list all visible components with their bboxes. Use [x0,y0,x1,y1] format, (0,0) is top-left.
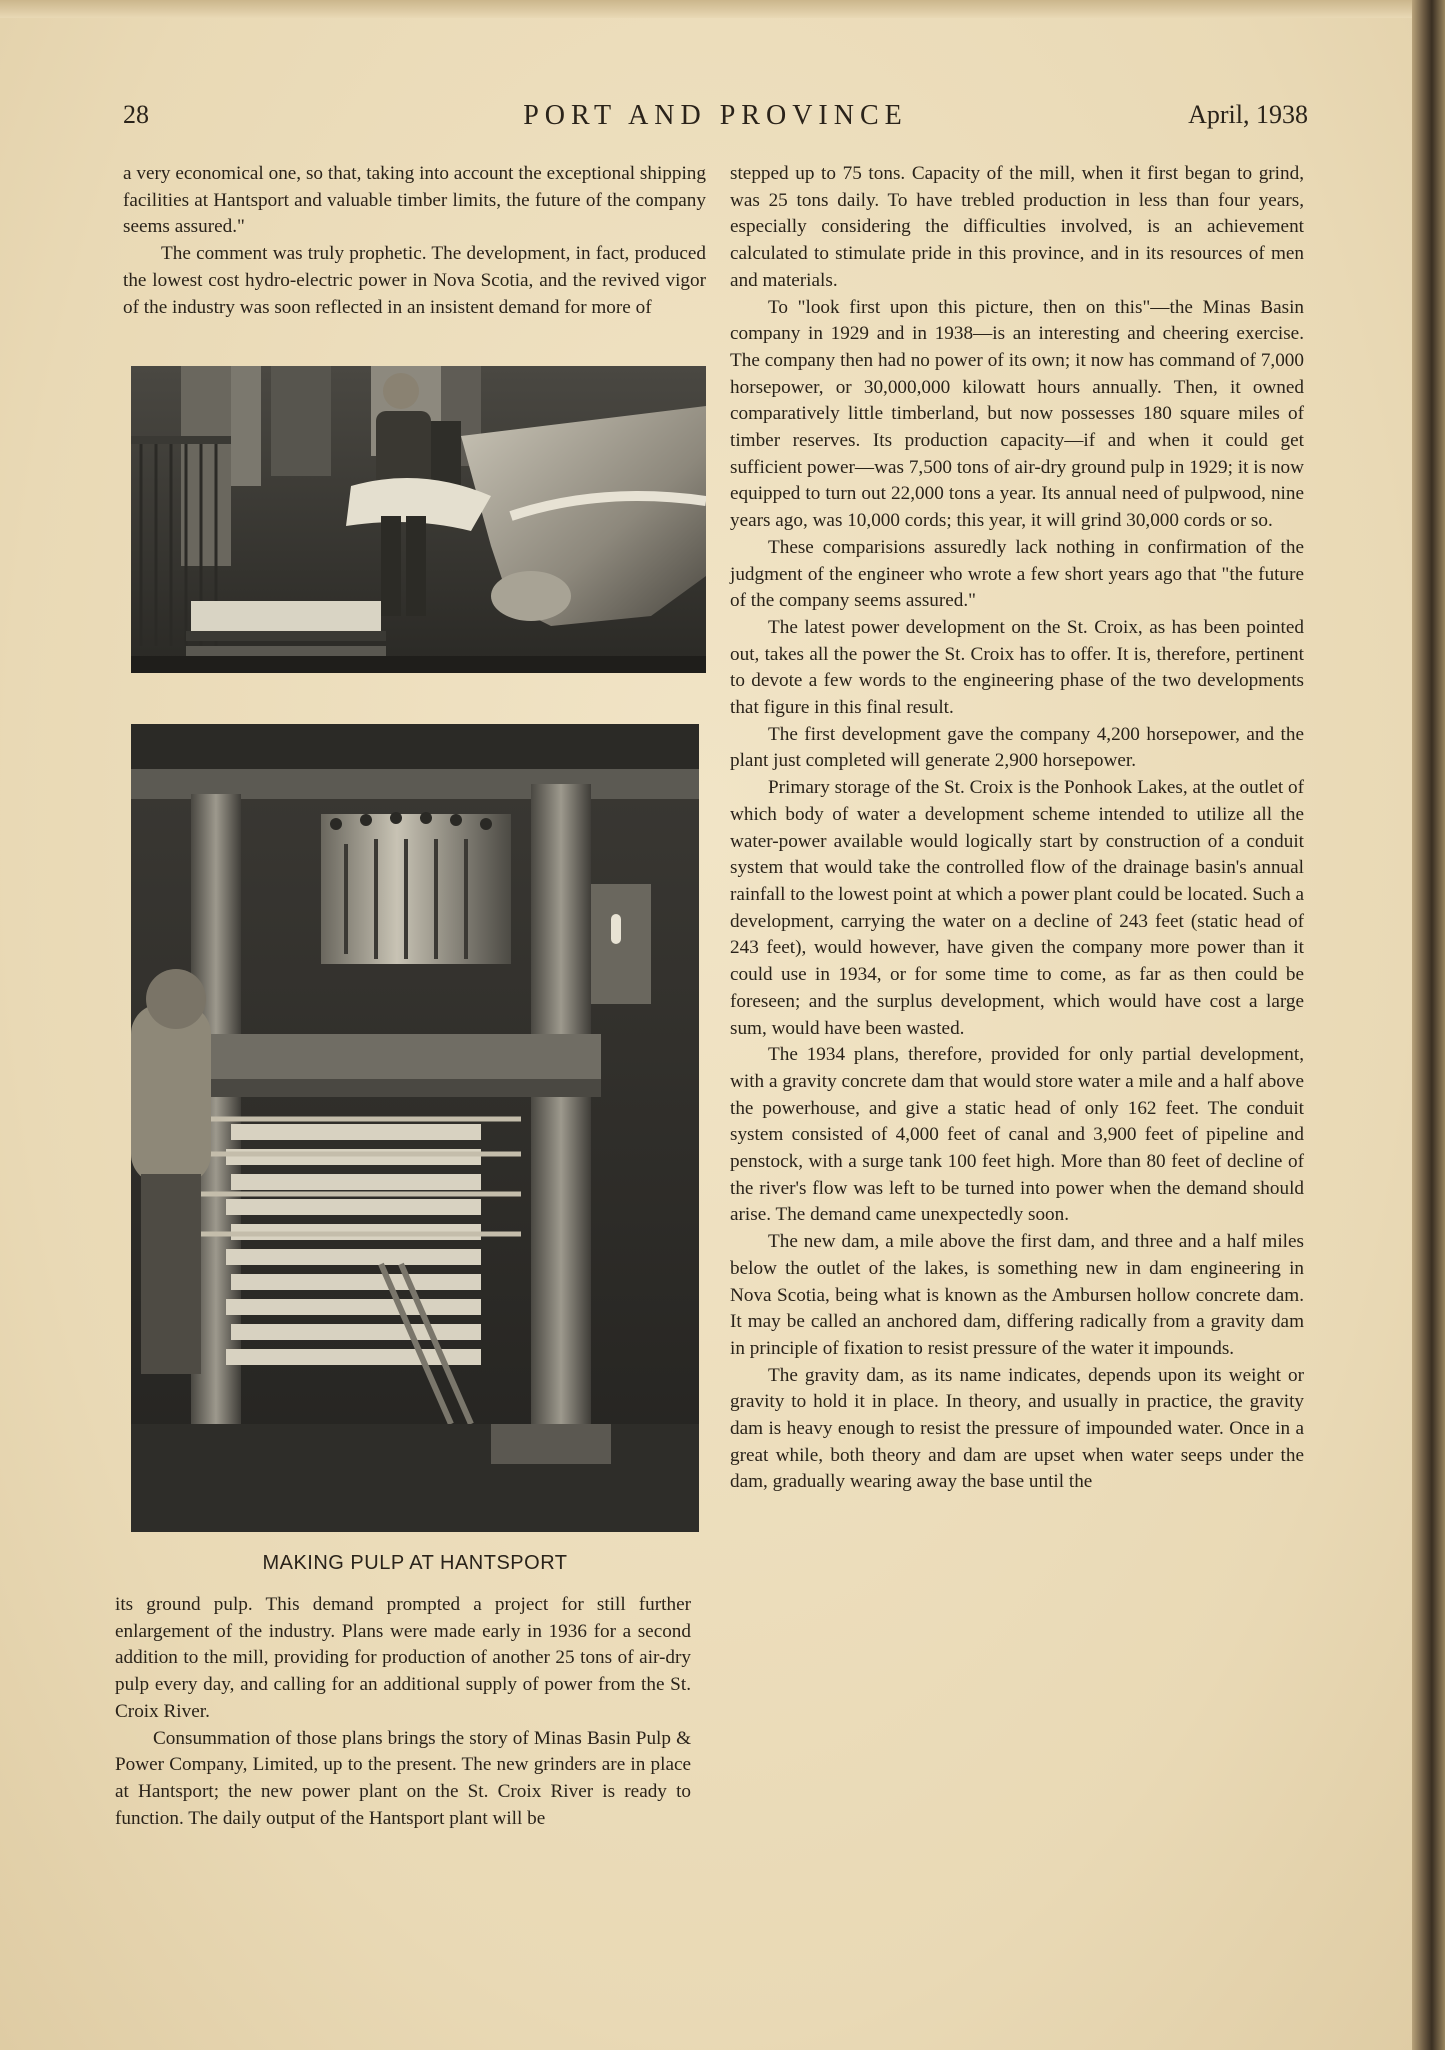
paragraph: The new dam, a mile above the first dam, and three and a half miles below the outlet of the lakes, is something new in dam engineering in Nova Scotia, being what is known as the Ambursen hollow concrete dam. It may be called an anchored dam, differing radically from a gravity dam in principle of fixation to resist pressure of the water it impounds. [730,1231,1304,1359]
journal-title: PORT AND PROVINCE [523,100,908,131]
paragraph: its ground pulp. This demand prompted a project for still further enlargement of the industry. Plans were made early in 1936 for a second addition to the mill, providing for production of another 25 tons of air-dry pulp every day, and calling for an additional supply of power from the St. Croix River. [115,1594,691,1722]
running-head [123,100,1308,140]
photo-pulp-machine-image [131,366,706,673]
paragraph: The first development gave the company 4,200 horsepower, and the plant just completed will generate 2,900 horsepower. [730,723,1304,772]
paragraph: stepped up to 75 tons. Capacity of the mill, when it first began to grind, was 25 tons daily. To have trebled production in less than four years, especially considering the difficulties involved, is an achievement calculated to stimulate pride in this province, and in its resources of men and materials. [730,163,1304,291]
paragraph: These comparisions assuredly lack nothing in confirmation of the judgment of the engineer who wrote a few short years ago that "the future of the company seems assured." [730,536,1304,612]
paragraph: To "look first upon this picture, then on this"—the Minas Basin company in 1929 and in 1938—is an interesting and cheering exercise. The company then had no power of its own; it now has command of 7,000 horsepower, or 30,000,000 kilowatt hours annually. Then, it owned comparatively little timberland, but now possesses 180 square miles of timber reserves. Its production capacity—if and when it could get sufficient power—was 7,500 tons of air-dry ground pulp in 1929; it is now equipped to turn out 22,000 tons a year. Its annual need of pulpwood, nine years ago, was 10,000 cords; this year, it will grind 30,000 cords or so. [730,296,1304,532]
photo-hydraulic-press [131,724,699,1532]
left-column-top [123,161,706,321]
photo-pulp-machine-worker [131,366,706,673]
left-column-bottom [115,1592,691,1832]
photo-caption: MAKING PULP AT HANTSPORT [262,1552,568,1574]
paragraph: The comment was truly prophetic. The development, in fact, produced the lowest cost hydro-electric power in Nova Scotia, and the revived vigor of the industry was soon reflected in an insistent demand for more of [123,243,706,318]
binding-edge [1412,0,1445,2050]
paragraph: Primary storage of the St. Croix is the Ponhook Lakes, at the outlet of which body of water a development scheme intended to utilize all the water-power available would logically start by construction of a conduit system that would take the controlled flow of the drainage basin's annual rainfall to the lowest point at which a power plant could be located. Such a development, carrying the water on a decline of 243 feet (static head of 243 feet), would however, have given the company more power than it could use in 1934, or for some time to come, as far as then could be foreseen; and the surplus development, which would have cost a large sum, would have been wasted. [730,777,1304,1039]
paragraph: a very economical one, so that, taking into account the exceptional shipping facilities at Hantsport and valuable timber limits, the future of the company seems assured." [123,163,706,238]
right-column [730,161,1304,1496]
paragraph: The 1934 plans, therefore, provided for only partial development, with a gravity concrete dam that would store water a mile and a half above the powerhouse, and give a static head of only 162 feet. The conduit system consisted of 4,000 feet of canal and 3,900 feet of pipeline and penstock, with a surge tank 100 feet high. More than 80 feet of decline of the river's flow was left to be turned into power when the demand should arise. The demand came unexpectedly soon. [730,1044,1304,1226]
photo-hydraulic-press-image [131,724,699,1532]
paragraph: The gravity dam, as its name indicates, depends upon its weight or gravity to hold it in place. In theory, and usually in practice, the gravity dam is heavy enough to resist the pressure of impounded water. Once in a great while, both theory and dam are upset when water seeps under the dam, gradually wearing away the base until the [730,1364,1304,1493]
page-number: 28 [123,100,149,129]
paragraph: The latest power development on the St. Croix, as has been pointed out, takes all the power the St. Croix has to offer. It is, therefore, pertinent to devote a few words to the engineering phase of the two developments that figure in this final result. [730,616,1304,719]
page-top-edge [0,0,1420,18]
issue-date: April, 1938 [1188,100,1308,129]
paragraph: Consummation of those plans brings the story of Minas Basin Pulp & Power Company, Limited, up to the present. The new grinders are in place at Hantsport; the new power plant on the St. Croix River is ready to function. The daily output of the Hantsport plant will be [115,1727,691,1829]
